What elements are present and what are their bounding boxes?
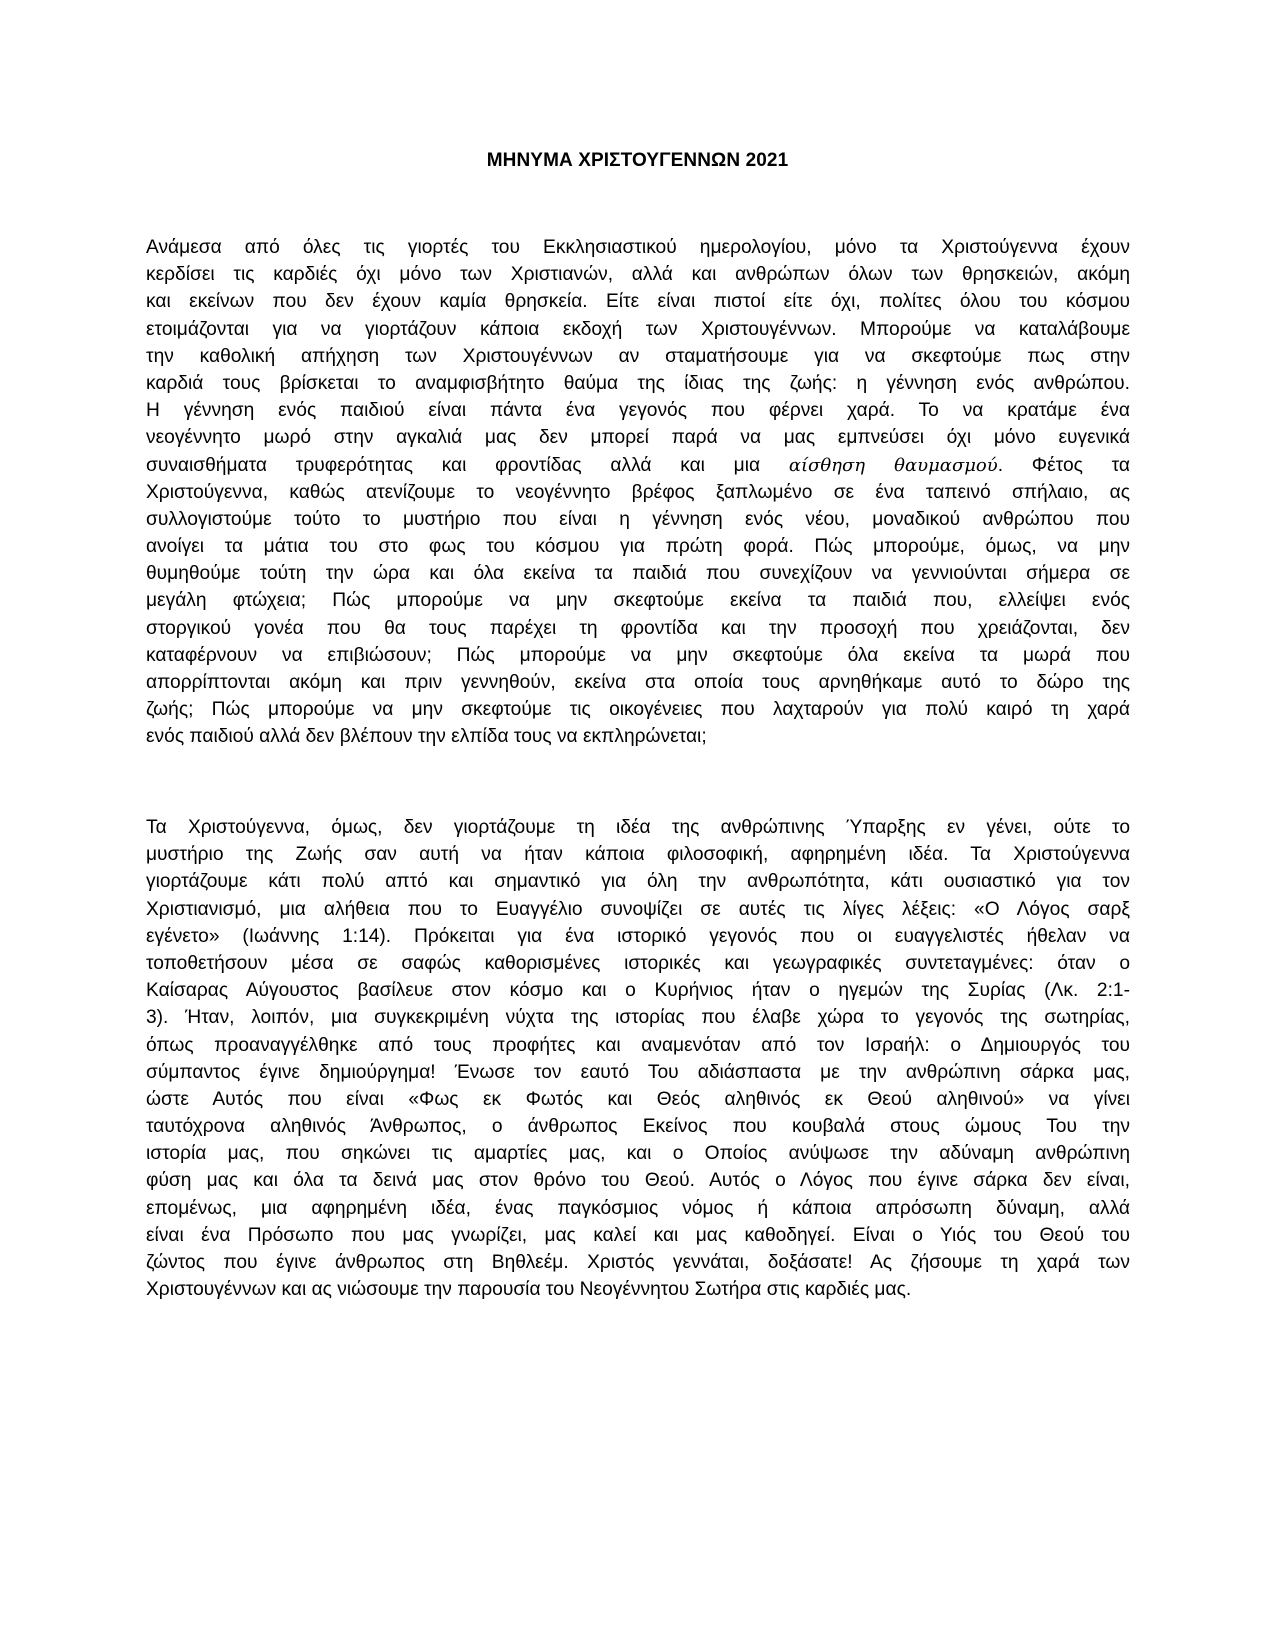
text-line: ενός παιδιού αλλά δεν βλέπουν την ελπίδα τους να εκπληρώνεται;	[146, 726, 707, 748]
text-line: καταφέρνουν να επιβιώσουν; Πώς μπορούμε να μην σκεφτούμε όλα εκείνα τα μωρά που	[146, 644, 1130, 666]
text-line: εγένετο» (Ιωάννης 1:14). Πρόκειται για ένα ιστορικό γεγονός που οι ευαγγελιστές ήθελαν να	[146, 925, 1130, 947]
text-line: μυστήριο της Ζωής σαν αυτή να ήταν κάποια φιλοσοφική, αφηρημένη ιδέα. Τα Χριστούγεννα	[146, 844, 1130, 866]
text-line: νεογέννητο μωρό στην αγκαλιά μας δεν μπορεί παρά να μας εμπνεύσει όχι μόνο ευγενικά	[146, 427, 1130, 449]
text-line: συλλογιστούμε τούτο το μυστήριο που είναι η γέννηση ενός νέου, μοναδικού ανθρώπου που	[146, 508, 1130, 530]
text-line: Χριστιανισμό, μια αλήθεια που το Ευαγγέλιο συνοψίζει σε αυτές τις λίγες λέξεις: «Ο Λόγος σαρξ	[146, 898, 1130, 920]
text-line: Χριστουγέννων και ας νιώσουμε την παρουσία του Νεογέννητου Σωτήρα στις καρδιές μας.	[146, 1279, 912, 1301]
text-line: σύμπαντος έγινε δημιούργημα! Ένωσε τον εαυτό Του αδιάσπαστα με την ανθρώπινη σάρκα μας,	[146, 1061, 1130, 1083]
text-line: την καθολική απήχηση των Χριστουγέννων αν σταματήσουμε για να σκεφτούμε πως στην	[146, 345, 1130, 367]
text-line: 3). Ήταν, λοιπόν, μια συγκεκριμένη νύχτα της ιστορίας που έλαβε χώρα το γεγονός της σωτηρίας,	[146, 1007, 1130, 1029]
paragraph-2	[146, 814, 1130, 1303]
text-line: ιστορία μας, που σηκώνει τις αμαρτίες μας, και ο Οποίος ανύψωσε την αδύναμη ανθρώπινη	[146, 1143, 1130, 1165]
text-span: συναισθήματα τρυφερότητας και φροντίδας αλλά και μια	[146, 454, 789, 476]
text-line: Ανάμεσα από όλες τις γιορτές του Εκκλησιαστικού ημερολογίου, μόνο τα Χριστούγεννα έχουν	[146, 237, 1130, 258]
text-line: καρδιά τους βρίσκεται το αναμφισβήτητο θαύμα της ίδιας της ζωής: η γέννηση ενός ανθρώπου.	[146, 372, 1130, 394]
text-line: θυμηθούμε τούτη την ώρα και όλα εκείνα τα παιδιά που συνεχίζουν να γεννιούνται σήμερα σε	[146, 563, 1130, 585]
text-line: ανοίγει τα μάτια του στο φως του κόσμου για πρώτη φορά. Πώς μπορούμε, όμως, να μην	[146, 536, 1130, 558]
text-line: Χριστούγεννα, καθώς ατενίζουμε το νεογέννητο βρέφος ξαπλωμένο σε ένα ταπεινό σπήλαιο, ας	[146, 481, 1130, 503]
text-line: επομένως, μια αφηρημένη ιδέα, ένας παγκόσμιος νόμος ή κάποια απρόσωπη δύναμη, αλλά	[146, 1197, 1130, 1219]
text-line: Η γέννηση ενός παιδιού είναι πάντα ένα γεγονός που φέρνει χαρά. Το να κρατάμε ένα	[146, 400, 1130, 422]
text-line: είναι ένα Πρόσωπο που μας γνωρίζει, μας καλεί και μας καθοδηγεί. Είναι ο Υιός του Θεού του	[146, 1224, 1130, 1246]
document-title: ΜΗΝΥΜΑ ΧΡΙΣΤΟΥΓΕΝΝΩΝ 2021	[486, 150, 789, 171]
paragraph-1	[146, 234, 1130, 751]
text-line-with-italic	[146, 452, 1130, 479]
text-line: και εκείνων που δεν έχουν καμία θρησκεία. Είτε είναι πιστοί είτε όχι, πολίτες όλου του κόσμου	[146, 291, 1130, 313]
text-line: τοποθετήσουν μέσα σε σαφώς καθορισμένες ιστορικές και γεωγραφικές συντεταγμένες: όταν ο	[146, 952, 1130, 974]
text-line: κερδίσει τις καρδιές όχι μόνο των Χριστιανών, αλλά και ανθρώπων όλων των θρησκειών, ακόμη	[146, 264, 1130, 286]
text-line: ώστε Αυτός που είναι «Φως εκ Φωτός και Θεός αληθινός εκ Θεού αληθινού» να γίνει	[146, 1088, 1130, 1110]
text-line: μεγάλη φτώχεια; Πώς μπορούμε να μην σκεφτούμε εκείνα τα παιδιά που, ελλείψει ενός	[146, 590, 1130, 612]
italic-emphasis: αίσθηση θαυμασμού	[788, 454, 998, 476]
text-line: στοργικού γονέα που θα τους παρέχει τη φροντίδα και την προσοχή που χρειάζονται, δεν	[146, 617, 1130, 639]
text-line: ζώντος που έγινε άνθρωπος στη Βηθλεέμ. Χριστός γεννάται, δοξάσατε! Ας ζήσουμε τη χαρά των	[146, 1252, 1130, 1273]
text-line: ζωής; Πώς μπορούμε να μην σκεφτούμε τις οικογένειες που λαχταρούν για πολύ καιρό τη χαρά	[146, 699, 1130, 721]
text-span: . Φέτος τα	[997, 454, 1131, 476]
text-line: ταυτόχρονα αληθινός Άνθρωπος, ο άνθρωπος Εκείνος που κουβαλά στους ώμους Του την	[146, 1116, 1130, 1138]
text-line: γιορτάζουμε κάτι πολύ απτό και σημαντικό για όλη την ανθρωπότητα, κάτι ουσιαστικό για τον	[146, 871, 1130, 893]
text-line: ετοιμάζονται για να γιορτάζουν κάποια εκδοχή των Χριστουγέννων. Μπορούμε να καταλάβουμε	[146, 318, 1130, 340]
text-line: απορρίπτονται ακόμη και πριν γεννηθούν, εκείνα στα οποία τους αρνηθήκαμε αυτό το δώρο της	[146, 672, 1130, 693]
text-line: φύση μας και όλα τα δεινά μας στον θρόνο του Θεού. Αυτός ο Λόγος που έγινε σάρκα δεν είναι,	[146, 1170, 1130, 1192]
text-line: Τα Χριστούγεννα, όμως, δεν γιορτάζουμε τη ιδέα της ανθρώπινης Ύπαρξης εν γένει, ούτε το	[146, 817, 1130, 838]
text-line: Καίσαρας Αύγουστος βασίλευε στον κόσμο και ο Κυρήνιος ήταν ο ηγεμών της Συρίας (Λκ. 2:1-	[146, 980, 1130, 1002]
text-line: όπως προαναγγέλθηκε από τους προφήτες και αναμενόταν από τον Ισραήλ: ο Δημιουργός του	[146, 1034, 1130, 1056]
